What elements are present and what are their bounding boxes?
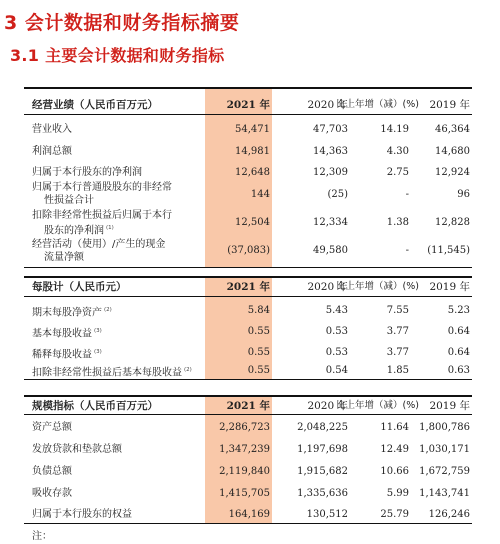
row-label: 营业收入 xyxy=(32,124,72,135)
value-2020: 1,915,682 xyxy=(297,466,348,477)
row-label: 扣除非经常性损益后基本每股收益 xyxy=(32,367,182,379)
column-header-change: 比上年增（减）(%) xyxy=(336,400,419,411)
value-change: 25.79 xyxy=(380,509,409,520)
column-header-2019: 2019 年 xyxy=(429,281,470,293)
value-2021: 2,286,723 xyxy=(219,422,270,433)
value-change: 2.75 xyxy=(386,167,409,178)
value-2019: 0.64 xyxy=(447,347,470,358)
value-change: 12.49 xyxy=(380,444,409,455)
value-2019: 96 xyxy=(457,189,470,200)
column-header-change: 比上年增（减）(%) xyxy=(336,281,419,292)
column-header-change: 比上年增（减）(%) xyxy=(336,99,419,110)
value-2020: 47,703 xyxy=(313,124,348,135)
value-change: 5.99 xyxy=(386,488,409,499)
value-change: 1.85 xyxy=(386,365,409,376)
footnote-ref: (3) xyxy=(94,328,102,334)
row-label: 吸收存款 xyxy=(32,488,72,499)
value-2019: 1,800,786 xyxy=(419,422,470,433)
value-change: 7.55 xyxy=(386,305,409,316)
column-header-2020: 2020 年 xyxy=(307,281,348,293)
value-2020: 5.43 xyxy=(325,305,348,316)
section-title: 规模指标（人民币百万元） xyxy=(32,400,158,412)
value-2021: (37,083) xyxy=(227,245,270,256)
value-2019: 12,924 xyxy=(435,167,470,178)
column-header-2021: 2021 年 xyxy=(226,400,270,412)
row-label-line1: 经营活动（使用）/产生的现金 xyxy=(32,239,166,250)
value-2019: 1,672,759 xyxy=(419,466,470,477)
value-2020: 12,334 xyxy=(313,217,348,228)
rule-head-1 xyxy=(24,114,472,115)
value-2021: 1,347,239 xyxy=(219,444,270,455)
section-title: 经营业绩（人民币百万元） xyxy=(32,99,158,111)
section-header-scale xyxy=(24,397,472,415)
value-2020: 49,580 xyxy=(313,245,348,256)
column-header-2019: 2019 年 xyxy=(429,400,470,412)
value-change: 3.77 xyxy=(386,326,409,337)
footnote-ref: (2) xyxy=(104,307,112,313)
section-header-per-share xyxy=(24,278,472,296)
value-2020: 1,197,698 xyxy=(297,444,348,455)
value-2021: 0.55 xyxy=(247,347,270,358)
section-title: 每股计（人民币元） xyxy=(32,281,127,293)
value-change: 10.66 xyxy=(380,466,409,477)
value-change: 3.77 xyxy=(386,347,409,358)
value-2020: 14,363 xyxy=(313,146,348,157)
row-label: 归属于本行股东的权益 xyxy=(32,509,132,520)
value-change: - xyxy=(405,245,409,256)
value-2019: 12,828 xyxy=(435,217,470,228)
row-label-line2: 性损益合计 xyxy=(44,195,94,206)
row-label: 稀释每股收益 xyxy=(32,349,92,361)
value-2020: 2,048,225 xyxy=(297,422,348,433)
value-2019: 1,030,171 xyxy=(419,444,470,455)
column-header-2019: 2019 年 xyxy=(429,99,470,111)
value-2021: 144 xyxy=(250,189,270,200)
row-label: 发放贷款和垫款总额 xyxy=(32,444,122,455)
footnote-ref: (3) xyxy=(94,349,102,355)
row-label-line1: 扣除非经常性损益后归属于本行 xyxy=(32,210,172,221)
value-2021: 2,119,840 xyxy=(219,466,270,477)
row-label: 基本每股收益 xyxy=(32,328,92,340)
rule-head-2 xyxy=(24,296,472,297)
value-change: 4.30 xyxy=(386,146,409,157)
rule-bottom-3 xyxy=(24,523,472,524)
footnote-label: 注： xyxy=(32,531,52,542)
value-2020: 0.54 xyxy=(325,365,348,376)
value-2021: 54,471 xyxy=(235,124,270,135)
value-change: 1.38 xyxy=(386,217,409,228)
value-2019: 0.63 xyxy=(447,365,470,376)
section-heading: 3 会计数据和财务指标摘要 xyxy=(4,12,240,34)
value-change: - xyxy=(405,189,409,200)
row-label: 期末每股净资产 xyxy=(32,307,102,319)
column-header-2020: 2020 年 xyxy=(307,400,348,412)
value-2021: 12,504 xyxy=(235,217,270,228)
footnote-ref: (1) xyxy=(106,225,114,231)
value-2020: 1,335,636 xyxy=(297,488,348,499)
rule-bottom-1 xyxy=(24,267,472,268)
value-2021: 14,981 xyxy=(235,146,270,157)
row-label: 利润总额 xyxy=(32,146,72,157)
rule-top-1 xyxy=(24,87,472,89)
row-label-line1: 归属于本行普通股股东的非经常 xyxy=(32,182,172,193)
value-2019: 5.23 xyxy=(447,305,470,316)
footnote-ref: (2) xyxy=(184,367,192,373)
value-2019: 14,680 xyxy=(435,146,470,157)
value-2021: 5.84 xyxy=(247,305,270,316)
value-2019: 0.64 xyxy=(447,326,470,337)
value-change: 14.19 xyxy=(380,124,409,135)
value-2020: 12,309 xyxy=(313,167,348,178)
section-header-results xyxy=(24,96,472,114)
column-header-2021: 2021 年 xyxy=(226,99,270,111)
column-header-2021: 2021 年 xyxy=(226,281,270,293)
row-label-line2: 股东的净利润 xyxy=(44,225,104,237)
row-label-line2: 流量净额 xyxy=(44,252,84,263)
value-2020: (25) xyxy=(327,189,348,200)
value-2021: 164,169 xyxy=(228,509,270,520)
value-2021: 0.55 xyxy=(247,326,270,337)
value-change: 11.64 xyxy=(380,422,409,433)
subsection-heading: 3.1 主要会计数据和财务指标 xyxy=(10,46,225,65)
column-header-2020: 2020 年 xyxy=(307,99,348,111)
value-2020: 130,512 xyxy=(306,509,348,520)
value-2021: 0.55 xyxy=(247,365,270,376)
value-2019: 126,246 xyxy=(428,509,470,520)
value-2020: 0.53 xyxy=(325,347,348,358)
value-2019: (11,545) xyxy=(427,245,470,256)
value-2019: 1,143,741 xyxy=(419,488,470,499)
row-label: 负债总额 xyxy=(32,466,72,477)
row-label: 归属于本行股东的净利润 xyxy=(32,167,142,178)
value-2020: 0.53 xyxy=(325,326,348,337)
value-2021: 12,648 xyxy=(235,167,270,178)
row-label: 资产总额 xyxy=(32,422,72,433)
value-2021: 1,415,705 xyxy=(219,488,270,499)
value-2019: 46,364 xyxy=(435,124,470,135)
